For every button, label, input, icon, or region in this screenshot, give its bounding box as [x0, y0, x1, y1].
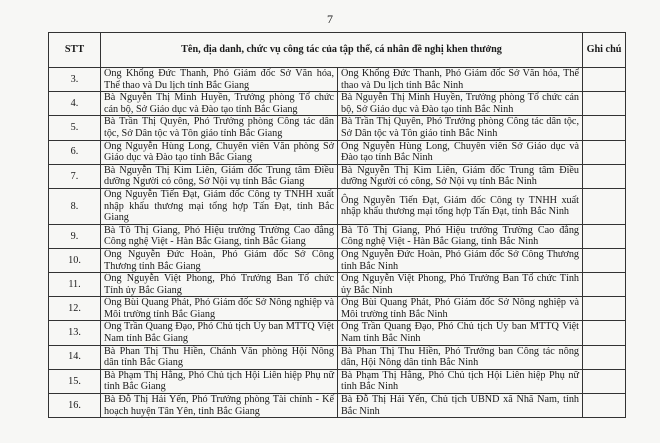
- table-row: [49, 68, 626, 92]
- proposed-name-cell: Ông Nguyễn Tiến Đạt, Giám đốc Công ty TNHH xuất nhập khẩu thương mại tổng hợp Tấn Đạt, tỉnh Bắc Ninh: [338, 188, 583, 224]
- note-cell: [583, 394, 626, 418]
- note-cell: [583, 68, 626, 92]
- row-number: 3.: [49, 68, 101, 92]
- current-name-cell: Bà Phan Thị Thu Hiền, Chánh Văn phòng Hội Nông dân tỉnh Bắc Giang: [101, 345, 338, 369]
- table-row: [49, 345, 626, 369]
- row-number: 8.: [49, 188, 101, 224]
- proposed-name-cell: Ông Trần Quang Đạo, Phó Chủ tịch Ủy ban MTTQ Việt Nam tỉnh Bắc Ninh: [338, 321, 583, 345]
- note-cell: [583, 321, 626, 345]
- header-note: Ghi chú: [583, 33, 626, 68]
- header-stt: STT: [49, 33, 101, 68]
- current-name-cell: Bà Nguyễn Thị Kim Liên, Giám đốc Trung tâm Điều dưỡng Người có công, Sở Nội vụ tỉnh Bắc Giang: [101, 164, 338, 188]
- row-number: 6.: [49, 140, 101, 164]
- table-row: [49, 224, 626, 248]
- row-number: 12.: [49, 297, 101, 321]
- row-number: 16.: [49, 394, 101, 418]
- proposed-name-cell: Bà Phạm Thị Hằng, Phó Chủ tịch Hội Liên hiệp Phụ nữ tỉnh Bắc Ninh: [338, 369, 583, 393]
- row-number: 15.: [49, 369, 101, 393]
- note-cell: [583, 297, 626, 321]
- row-number: 13.: [49, 321, 101, 345]
- table-row: [49, 164, 626, 188]
- note-cell: [583, 92, 626, 116]
- proposed-name-cell: Ông Nguyễn Hùng Long, Chuyên viên Sở Giáo dục và Đào tạo tỉnh Bắc Ninh: [338, 140, 583, 164]
- row-number: 9.: [49, 224, 101, 248]
- table-row: [49, 116, 626, 140]
- note-cell: [583, 140, 626, 164]
- proposed-name-cell: Bà Tô Thị Giang, Phó Hiệu trưởng Trường Cao đẳng Công nghệ Việt - Hàn Bắc Giang, tỉnh Bắc Ninh: [338, 224, 583, 248]
- proposed-name-cell: Bà Trần Thị Quyên, Phó Trưởng phòng Công tác dân tộc, Sở Dân tộc và Tôn giáo tỉnh Bắc Ninh: [338, 116, 583, 140]
- row-number: 11.: [49, 273, 101, 297]
- current-name-cell: Ông Nguyễn Việt Phong, Phó Trưởng Ban Tổ chức Tỉnh ủy Bắc Giang: [101, 273, 338, 297]
- table-row: [49, 394, 626, 418]
- table-header-row: [49, 33, 626, 68]
- proposed-name-cell: Bà Phan Thị Thu Hiền, Phó Trưởng ban Công tác nông dân, Hội Nông dân tỉnh Bắc Ninh: [338, 345, 583, 369]
- row-number: 4.: [49, 92, 101, 116]
- row-number: 5.: [49, 116, 101, 140]
- awards-table: [48, 32, 626, 418]
- proposed-name-cell: Ông Nguyễn Đức Hoàn, Phó Giám đốc Sở Công Thương tỉnh Bắc Ninh: [338, 248, 583, 272]
- current-name-cell: Ông Bùi Quang Phát, Phó Giám đốc Sở Nông nghiệp và Môi trường tỉnh Bắc Giang: [101, 297, 338, 321]
- current-name-cell: Bà Tô Thị Giang, Phó Hiệu trưởng Trường Cao đẳng Công nghệ Việt - Hàn Bắc Giang, tỉnh Bắc Giang: [101, 224, 338, 248]
- current-name-cell: Bà Nguyễn Thị Minh Huyền, Trưởng phòng Tổ chức cán bộ, Sở Giáo dục và Đào tạo tỉnh Bắc Giang: [101, 92, 338, 116]
- current-name-cell: Ông Khổng Đức Thanh, Phó Giám đốc Sở Văn hóa, Thể thao và Du lịch tỉnh Bắc Giang: [101, 68, 338, 92]
- current-name-cell: Ông Nguyễn Hùng Long, Chuyên viên Văn phòng Sở Giáo dục và Đào tạo tỉnh Bắc Giang: [101, 140, 338, 164]
- proposed-name-cell: Bà Đỗ Thị Hải Yến, Chủ tịch UBND xã Nhã Nam, tỉnh Bắc Ninh: [338, 394, 583, 418]
- current-name-cell: Bà Đỗ Thị Hải Yến, Phó Trưởng phòng Tài chính - Kế hoạch huyện Tân Yên, tỉnh Bắc Giang: [101, 394, 338, 418]
- current-name-cell: Bà Phạm Thị Hằng, Phó Chủ tịch Hội Liên hiệp Phụ nữ tỉnh Bắc Giang: [101, 369, 338, 393]
- proposed-name-cell: Ông Khổng Đức Thanh, Phó Giám đốc Sở Văn hóa, Thể thao và Du lịch tỉnh Bắc Ninh: [338, 68, 583, 92]
- current-name-cell: Ông Nguyễn Tiến Đạt, Giám đốc Công ty TNHH xuất nhập khẩu thương mại tổng hợp Tấn Đạt, tỉnh Bắc Giang: [101, 188, 338, 224]
- note-cell: [583, 273, 626, 297]
- note-cell: [583, 188, 626, 224]
- note-cell: [583, 369, 626, 393]
- page-number: 7: [327, 12, 333, 26]
- table-row: [49, 369, 626, 393]
- table-row: [49, 321, 626, 345]
- current-name-cell: Bà Trần Thị Quyên, Phó Trưởng phòng Công tác dân tộc, Sở Dân tộc và Tôn giáo tỉnh Bắc Giang: [101, 116, 338, 140]
- row-number: 7.: [49, 164, 101, 188]
- proposed-name-cell: Ông Nguyễn Việt Phong, Phó Trưởng Ban Tổ chức Tỉnh ủy Bắc Ninh: [338, 273, 583, 297]
- table-row: [49, 140, 626, 164]
- row-number: 14.: [49, 345, 101, 369]
- current-name-cell: Ông Nguyễn Đức Hoàn, Phó Giám đốc Sở Công Thương tỉnh Bắc Giang: [101, 248, 338, 272]
- table-row: [49, 273, 626, 297]
- table-row: [49, 248, 626, 272]
- current-name-cell: Ông Trần Quang Đạo, Phó Chủ tịch Ủy ban MTTQ Việt Nam tỉnh Bắc Giang: [101, 321, 338, 345]
- note-cell: [583, 116, 626, 140]
- proposed-name-cell: Ông Bùi Quang Phát, Phó Giám đốc Sở Nông nghiệp và Môi trường tỉnh Bắc Ninh: [338, 297, 583, 321]
- note-cell: [583, 164, 626, 188]
- row-number: 10.: [49, 248, 101, 272]
- note-cell: [583, 224, 626, 248]
- table-row: [49, 92, 626, 116]
- note-cell: [583, 345, 626, 369]
- table-body: [49, 68, 626, 418]
- proposed-name-cell: Bà Nguyễn Thị Minh Huyền, Trưởng phòng Tổ chức cán bộ, Sở Giáo dục và Đào tạo tỉnh Bắc Ninh: [338, 92, 583, 116]
- header-title: Tên, địa danh, chức vụ công tác của tập thể, cá nhân đề nghị khen thưởng: [101, 33, 583, 68]
- table-row: [49, 188, 626, 224]
- note-cell: [583, 248, 626, 272]
- table-row: [49, 297, 626, 321]
- proposed-name-cell: Bà Nguyễn Thị Kim Liên, Giám đốc Trung tâm Điều dưỡng Người có công, Sở Nội vụ tỉnh Bắc Ninh: [338, 164, 583, 188]
